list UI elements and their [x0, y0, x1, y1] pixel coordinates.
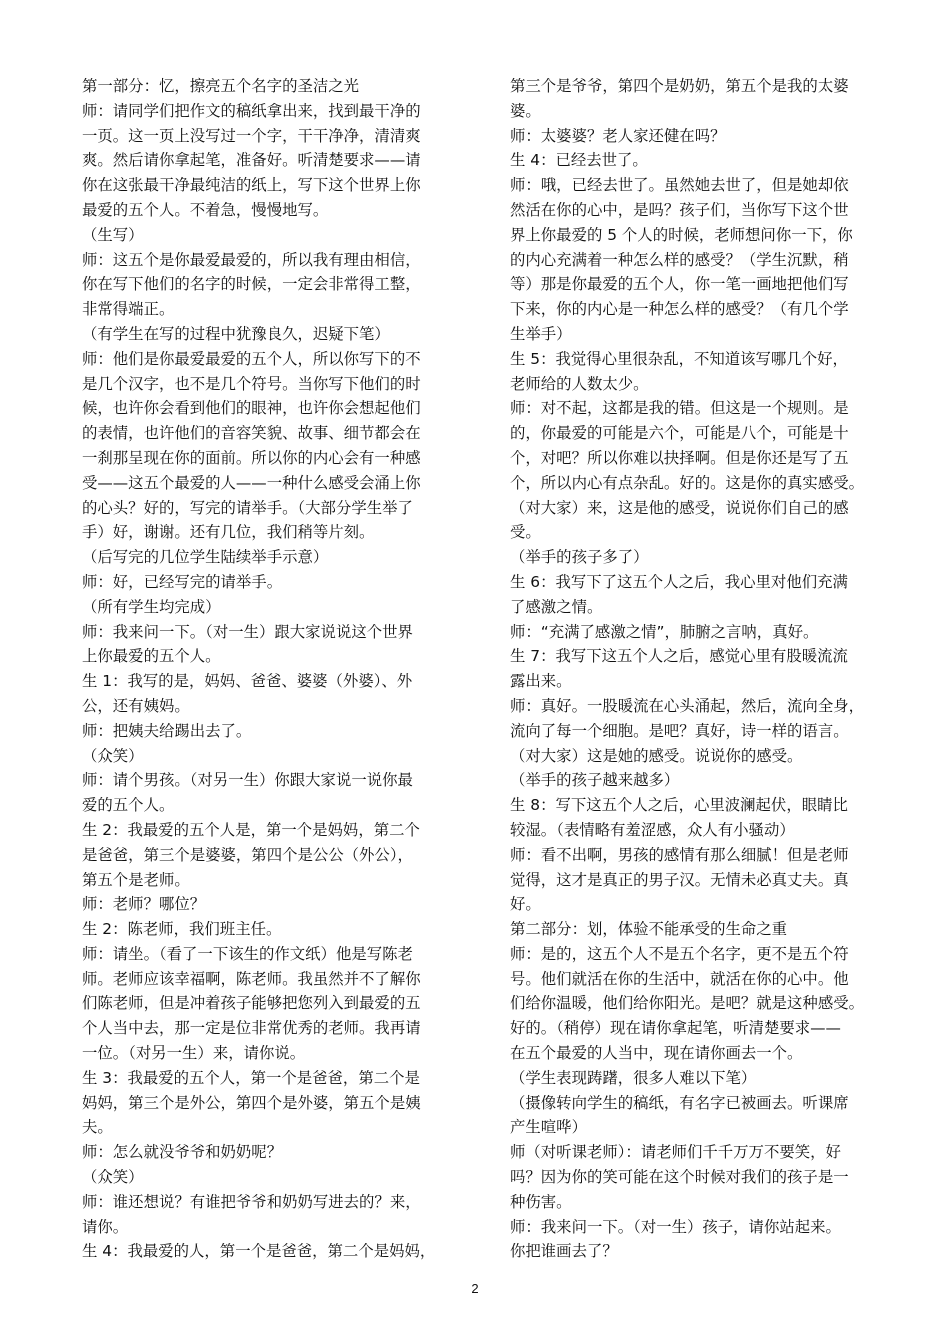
- text-line: （后写完的几位学生陆续举手示意）: [82, 548, 329, 567]
- text-line: 师（对听课老师）：请老师们千千万万不要笑，好: [510, 1143, 841, 1162]
- text-line: 然活在你的心中，是吗？孩子们，当你写下这个世: [510, 200, 849, 219]
- text-line: 生 6：我写下了这五个人之后，我心里对他们充满: [510, 572, 848, 591]
- text-line: （举手的孩子越来越多）: [510, 771, 680, 790]
- text-line: 第二部分：划，体验不能承受的生命之重: [510, 920, 788, 939]
- text-line: 师：是的，这五个人不是五个名字，更不是五个符: [510, 944, 849, 963]
- text-line: 夫。: [82, 1118, 113, 1137]
- text-line: 师。老师应该幸福啊，陈老师。我虽然并不了解你: [82, 969, 421, 988]
- text-line: 个，所以内心有点杂乱。好的。这是你的真实感受。: [510, 473, 864, 492]
- text-line: 等）那是你最爱的五个人，你一笔一画地把他们写: [510, 275, 849, 294]
- text-line: 师：看不出啊，男孩的感情有那么细腻！但是老师: [510, 845, 849, 864]
- text-line: 师：请坐。（看了一下该生的作文纸）他是写陈老: [82, 944, 413, 963]
- text-line: （学生表现踌躇，很多人难以下笔）: [510, 1068, 757, 1087]
- text-line: 一位。（对另一生）来，请你说。: [82, 1044, 306, 1063]
- text-line: 个人当中去，那一定是位非常优秀的老师。我再请: [82, 1019, 421, 1038]
- text-line: 师：我来问一下。（对一生）跟大家说说这个世界: [82, 622, 413, 641]
- text-line: 师：真好。一股暖流在心头涌起，然后，流向全身，: [510, 696, 864, 715]
- text-line: 第三个是爷爷，第四个是奶奶，第五个是我的太婆: [510, 77, 849, 95]
- text-line: 们陈老师，但是冲着孩子能够把您列入到最爱的五: [82, 994, 421, 1013]
- text-line: 的表情，也许他们的音容笑貌、故事、细节都会在: [82, 424, 421, 443]
- page-number: 2: [471, 1281, 479, 1296]
- text-line: 露出来。: [510, 672, 572, 691]
- text-line: 的心头？好的，写完的请举手。（大部分学生举了: [82, 498, 413, 517]
- text-line: 好的。（稍停）现在请你拿起笔，听清楚要求——: [510, 1019, 841, 1038]
- text-line: 受。: [510, 523, 541, 542]
- text-line: （众笑）: [82, 746, 144, 765]
- text-line: 生 5：我觉得心里很杂乱，不知道该写哪几个好，: [510, 349, 848, 368]
- text-line: （举手的孩子多了）: [510, 548, 649, 567]
- text-line: 最爱的五个人。不着急，慢慢地写。: [82, 200, 329, 219]
- text-line: 了感激之情。: [510, 597, 603, 616]
- text-line: 一刹那呈现在你的面前。所以你的内心会有一种感: [82, 448, 421, 467]
- text-line: 师：请个男孩。（对另一生）你跟大家说一说你最: [82, 771, 413, 790]
- text-line: 吗？因为你的笑可能在这个时候对我们的孩子是一: [510, 1168, 849, 1187]
- text-line: 受——这五个最爱的人——一种什么感受会涌上你: [82, 473, 421, 492]
- text-line: （摄像转向学生的稿纸，有名字已被画去。听课席: [510, 1093, 849, 1112]
- text-line: 师：对不起，这都是我的错。但这是一个规则。是: [510, 399, 849, 418]
- text-line: （众笑）: [82, 1168, 144, 1187]
- text-line: 师：我来问一下。（对一生）孩子，请你站起来。: [510, 1217, 841, 1236]
- text-line: 生 4：已经去世了。: [510, 151, 648, 170]
- text-line: 师：“充满了感激之情”，肺腑之言呐，真好。: [510, 622, 819, 641]
- text-line: 生 1：我写的是，妈妈、爸爸、婆婆（外婆）、外: [82, 672, 413, 691]
- text-line: 公，还有姨妈。: [82, 696, 190, 715]
- text-line: （对大家）这是她的感受。说说你的感受。: [510, 746, 803, 765]
- text-line: 生 8：写下这五个人之后，心里波澜起伏，眼睛比: [510, 796, 848, 815]
- text-line: 师：谁还想说？有谁把爷爷和奶奶写进去的？来，: [82, 1192, 421, 1211]
- text-line: 们给你温暖，他们给你阳光。是吧？就是这种感受。: [510, 994, 864, 1013]
- text-line: （对大家）来，这是他的感受，说说你们自己的感: [510, 498, 849, 517]
- text-line: 师：好，已经写完的请举手。: [82, 572, 283, 591]
- text-line: 生 4：我最爱的人，第一个是爸爸，第二个是妈妈，: [82, 1242, 436, 1261]
- right-text-column: [510, 74, 910, 1264]
- text-line: 的内心充满着一种怎么样的感受？（学生沉默，稍: [510, 250, 849, 269]
- text-line: 婆。: [510, 101, 541, 120]
- text-line: 爱的五个人。: [82, 796, 175, 815]
- text-line: 你在写下他们的名字的时候，一定会非常得工整，: [82, 275, 421, 294]
- text-line: 师：老师？哪位？: [82, 895, 206, 914]
- text-line: 下来，你的内心是一种怎么样的感受？（有几个学: [510, 300, 849, 319]
- text-line: 妈妈，第三个是外公，第四个是外婆，第五个是姨: [82, 1093, 421, 1112]
- text-line: 种伤害。: [510, 1192, 572, 1211]
- text-line: 第一部分：忆，擦亮五个名字的圣洁之光: [82, 77, 360, 95]
- text-line: 较湿。（表情略有羞涩感，众人有小骚动）: [510, 820, 795, 839]
- text-line: 生 3：我最爱的五个人，第一个是爸爸，第二个是: [82, 1068, 420, 1087]
- text-line: 你把谁画去了？: [510, 1242, 618, 1261]
- text-line: 爽。然后请你拿起笔，准备好。听清楚要求——请: [82, 151, 421, 170]
- text-line: 上你最爱的五个人。: [82, 647, 221, 666]
- text-line: 流向了每一个细胞。是吧？真好，诗一样的语言。: [510, 721, 849, 740]
- text-line: 在五个最爱的人当中，现在请你画去一个。: [510, 1044, 803, 1063]
- text-line: 产生喧哗）: [510, 1118, 587, 1137]
- text-line: 师：把姨夫给踢出去了。: [82, 721, 252, 740]
- text-line: 请你。: [82, 1217, 129, 1236]
- text-line: 生 2：我最爱的五个人是，第一个是妈妈，第二个: [82, 820, 420, 839]
- text-line: 师：太婆婆？老人家还健在吗？: [510, 126, 726, 145]
- text-line: 生举手）: [510, 324, 572, 343]
- text-line: 生 2：陈老师，我们班主任。: [82, 920, 282, 939]
- text-line: 师：请同学们把作文的稿纸拿出来，找到最干净的: [82, 101, 421, 120]
- text-line: 师：哦，已经去世了。虽然她去世了，但是她却依: [510, 176, 849, 195]
- text-line: （生写）: [82, 225, 144, 244]
- text-line: 师：他们是你最爱最爱的五个人，所以你写下的不: [82, 349, 421, 368]
- text-line: 的，你最爱的可能是六个，可能是八个，可能是十: [510, 424, 849, 443]
- text-line: 个，对吧？所以你难以抉择啊。但是你还是写了五: [510, 448, 849, 467]
- text-line: 生 7：我写下这五个人之后，感觉心里有股暖流流: [510, 647, 848, 666]
- text-line: （所有学生均完成）: [82, 597, 221, 616]
- text-line: 一页。这一页上没写过一个字，干干净净，清清爽: [82, 126, 421, 145]
- text-line: 界上你最爱的 5 个人的时候，老师想问你一下，你: [510, 225, 853, 244]
- left-text-column: [82, 74, 482, 1264]
- text-line: 候，也许你会看到他们的眼神，也许你会想起他们: [82, 399, 421, 418]
- text-line: 非常得端正。: [82, 300, 175, 319]
- text-line: 师：这五个是你最爱最爱的，所以我有理由相信，: [82, 250, 421, 269]
- text-line: 师：怎么就没爷爷和奶奶呢？: [82, 1143, 283, 1162]
- text-line: 老师给的人数太少。: [510, 374, 649, 393]
- text-line: 你在这张最干净最纯洁的纸上，写下这个世界上你: [82, 176, 421, 195]
- text-line: （有学生在写的过程中犹豫良久，迟疑下笔）: [82, 324, 390, 343]
- text-line: 觉得，这才是真正的男子汉。无情未必真丈夫。真: [510, 870, 849, 889]
- text-line: 手）好，谢谢。还有几位，我们稍等片刻。: [82, 523, 375, 542]
- text-line: 好。: [510, 895, 541, 914]
- text-line: 是几个汉字，也不是几个符号。当你写下他们的时: [82, 374, 421, 393]
- text-line: 第五个是老师。: [82, 870, 190, 889]
- text-line: 号。他们就活在你的生活中，就活在你的心中。他: [510, 969, 849, 988]
- text-line: 是爸爸，第三个是婆婆，第四个是公公（外公），: [82, 845, 413, 864]
